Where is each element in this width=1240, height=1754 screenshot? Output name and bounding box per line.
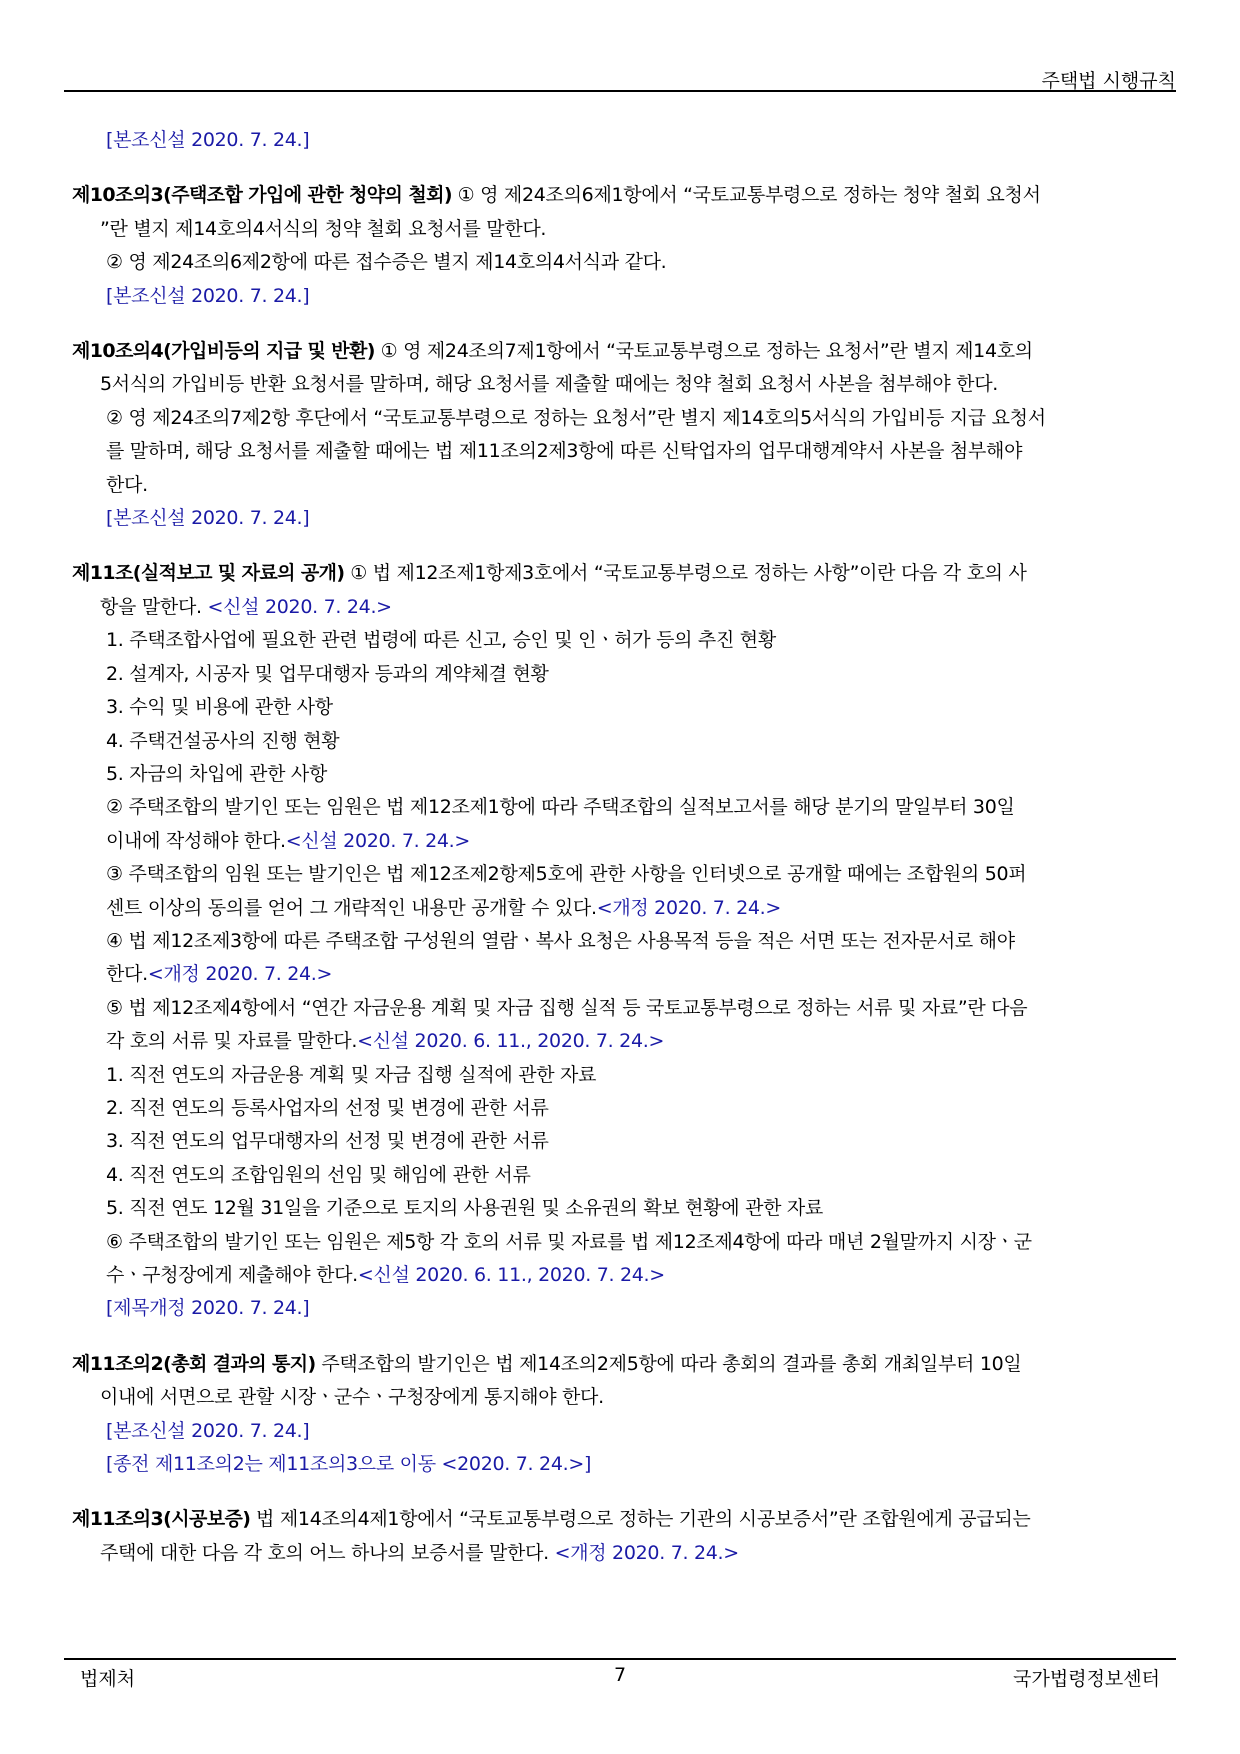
article-10-2-tail bbox=[72, 124, 1182, 157]
paragraph-text: 수ㆍ구청장에게 제출해야 한다. bbox=[106, 1264, 358, 1286]
amendment-tag: <개정 2020. 7. 24.> bbox=[596, 896, 782, 919]
amendment-tag: <개정 2020. 7. 24.> bbox=[147, 963, 333, 986]
article-first-line bbox=[72, 1503, 1182, 1536]
article-text-line: 이내에 서면으로 관할 시장ㆍ군수ㆍ구청장에게 통지해야 한다. bbox=[100, 1386, 604, 1409]
amendment-note: [제목개정 2020. 7. 24.] bbox=[106, 1297, 310, 1320]
footer-source: 국가법령정보센터 bbox=[1013, 1668, 1160, 1690]
article-title: 제11조의3(시공보증) bbox=[72, 1508, 251, 1531]
article-text: 법 제14조의4제1항에서 “국토교통부령으로 정하는 기관의 시공보증서”란 조합원에게 공급되는 bbox=[250, 1508, 1031, 1531]
article-text: 항을 말한다. bbox=[100, 595, 208, 618]
list-item: 2. 설계자, 시공자 및 업무대행자 등과의 계약체결 현황 bbox=[106, 662, 549, 685]
article-text: 주택조합의 발기인은 법 제14조의2제5항에 따라 총회의 결과를 총회 개최일부터 10일 bbox=[315, 1352, 1022, 1375]
paragraph-2-cont bbox=[72, 825, 1182, 858]
list-item: 1. 주택조합사업에 필요한 관련 법령에 따른 신고, 승인 및 인ㆍ허가 등의 추진 현황 bbox=[106, 629, 776, 652]
footer-publisher: 법제처 bbox=[80, 1668, 136, 1690]
article-11 bbox=[72, 557, 1182, 1325]
paragraph-2: ② 영 제24조의7제2항 후단에서 “국토교통부령으로 정하는 요청서”란 별지 제14호의5서식의 가입비등 지급 요청서 bbox=[106, 406, 1046, 429]
article-text: ① 영 제24조의6제1항에서 “국토교통부령으로 정하는 청약 철회 요청서 bbox=[451, 184, 1041, 207]
article-title: 제10조의3(주택조합 가입에 관한 청약의 철회) bbox=[72, 184, 452, 207]
paragraph-2-cont: 한다. bbox=[106, 473, 148, 496]
amendment-note: [본조신설 2020. 7. 24.] bbox=[106, 507, 310, 530]
amendment-note: [종전 제11조의2는 제11조의3으로 이동 <2020. 7. 24.>] bbox=[106, 1453, 592, 1476]
list-item: 5. 직전 연도 12월 31일을 기준으로 토지의 사용권원 및 소유권의 확보 현황에 관한 자료 bbox=[106, 1197, 824, 1220]
amendment-note: [본조신설 2020. 7. 24.] bbox=[106, 129, 310, 151]
amendment-tag: <개정 2020. 7. 24.> bbox=[554, 1541, 739, 1564]
paragraph-3: ③ 주택조합의 임원 또는 발기인은 법 제12조제2항제5호에 관한 사항을 인터넷으로 공개할 때에는 조합원의 50퍼 bbox=[106, 863, 1027, 886]
article-first-line bbox=[72, 179, 1182, 212]
article-first-line bbox=[72, 1348, 1182, 1381]
footer-divider bbox=[64, 1658, 1176, 1660]
paragraph-text: 이내에 작성해야 한다. bbox=[106, 829, 286, 852]
article-11-2 bbox=[72, 1348, 1182, 1482]
article-title: 제11조(실적보고 및 자료의 공개) bbox=[72, 562, 345, 585]
article-10-4 bbox=[72, 335, 1182, 535]
article-text: ① 영 제24조의7제1항에서 “국토교통부령으로 정하는 요청서”란 별지 제14호의 bbox=[374, 340, 1033, 363]
article-first-line bbox=[72, 335, 1182, 368]
list-item: 4. 직전 연도의 조합임원의 선임 및 해임에 관한 서류 bbox=[106, 1163, 531, 1186]
article-text-line: ”란 별지 제14호의4서식의 청약 철회 요청서를 말한다. bbox=[100, 217, 547, 240]
paragraph-text: 각 호의 서류 및 자료를 말한다. bbox=[106, 1030, 358, 1053]
list-item: 3. 수익 및 비용에 관한 사항 bbox=[106, 696, 333, 719]
article-title: 제11조의2(총회 결과의 통지) bbox=[72, 1352, 316, 1375]
list-item: 1. 직전 연도의 자금운용 계획 및 자금 집행 실적에 관한 자료 bbox=[106, 1063, 597, 1086]
amendment-note: [본조신설 2020. 7. 24.] bbox=[106, 284, 310, 307]
list-item: 4. 주택건설공사의 진행 현황 bbox=[106, 729, 340, 752]
article-text-line bbox=[72, 591, 1182, 624]
paragraph-2-cont: 를 말하며, 해당 요청서를 제출할 때에는 법 제11조의2제3항에 따른 신탁업자의 업무대행계약서 사본을 첨부해야 bbox=[106, 440, 1023, 463]
paragraph-5: ⑤ 법 제12조제4항에서 “연간 자금운용 계획 및 자금 집행 실적 등 국토교통부령으로 정하는 서류 및 자료”란 다음 bbox=[106, 996, 1028, 1019]
list-item: 5. 자금의 차입에 관한 사항 bbox=[106, 762, 328, 785]
article-10-3 bbox=[72, 179, 1182, 313]
paragraph-4-cont bbox=[72, 958, 1182, 991]
page-header-title: 주택법 시행규칙 bbox=[1041, 70, 1176, 92]
paragraph-3-cont bbox=[72, 892, 1182, 925]
paragraph-2: ② 영 제24조의6제2항에 따른 접수증은 별지 제14호의4서식과 같다. bbox=[106, 251, 667, 274]
article-text-line: 5서식의 가입비등 반환 요청서를 말하며, 해당 요청서를 제출할 때에는 청약 철회 요청서 사본을 첨부해야 한다. bbox=[100, 373, 999, 396]
amendment-note: [본조신설 2020. 7. 24.] bbox=[106, 1419, 310, 1442]
paragraph-4: ④ 법 제12조제3항에 따른 주택조합 구성원의 열람ㆍ복사 요청은 사용목적 등을 적은 서면 또는 전자문서로 해야 bbox=[106, 929, 1015, 952]
article-11-3 bbox=[72, 1503, 1182, 1570]
article-first-line bbox=[72, 557, 1182, 590]
paragraph-6: ⑥ 주택조합의 발기인 또는 임원은 제5항 각 호의 서류 및 자료를 법 제12조제4항에 따라 매년 2월말까지 시장ㆍ군 bbox=[106, 1230, 1032, 1253]
amendment-tag: <신설 2020. 7. 24.> bbox=[285, 829, 471, 852]
amendment-tag: <신설 2020. 7. 24.> bbox=[207, 595, 392, 618]
article-text: 주택에 대한 다음 각 호의 어느 하나의 보증서를 말한다. bbox=[100, 1541, 555, 1564]
list-item: 3. 직전 연도의 업무대행자의 선정 및 변경에 관한 서류 bbox=[106, 1130, 549, 1153]
paragraph-text: 센트 이상의 동의를 얻어 그 개략적인 내용만 공개할 수 있다. bbox=[106, 896, 597, 919]
article-title: 제10조의4(가입비등의 지급 및 반환) bbox=[72, 340, 375, 363]
article-text-line bbox=[72, 1537, 1182, 1570]
page-number: 7 bbox=[613, 1664, 627, 1686]
header-divider bbox=[64, 90, 1176, 92]
amendment-tag: <신설 2020. 6. 11., 2020. 7. 24.> bbox=[357, 1264, 665, 1286]
list-item: 2. 직전 연도의 등록사업자의 선정 및 변경에 관한 서류 bbox=[106, 1096, 549, 1119]
article-text: ① 법 제12조제1항제3호에서 “국토교통부령으로 정하는 사항”이란 다음 각 호의 사 bbox=[344, 562, 1027, 585]
document-body bbox=[72, 124, 1182, 1592]
paragraph-2: ② 주택조합의 발기인 또는 임원은 법 제12조제1항에 따라 주택조합의 실적보고서를 해당 분기의 말일부터 30일 bbox=[106, 796, 1015, 819]
paragraph-text: 한다. bbox=[106, 963, 148, 986]
amendment-tag: <신설 2020. 6. 11., 2020. 7. 24.> bbox=[357, 1030, 665, 1053]
paragraph-6-cont bbox=[72, 1259, 1182, 1292]
paragraph-5-cont bbox=[72, 1025, 1182, 1058]
